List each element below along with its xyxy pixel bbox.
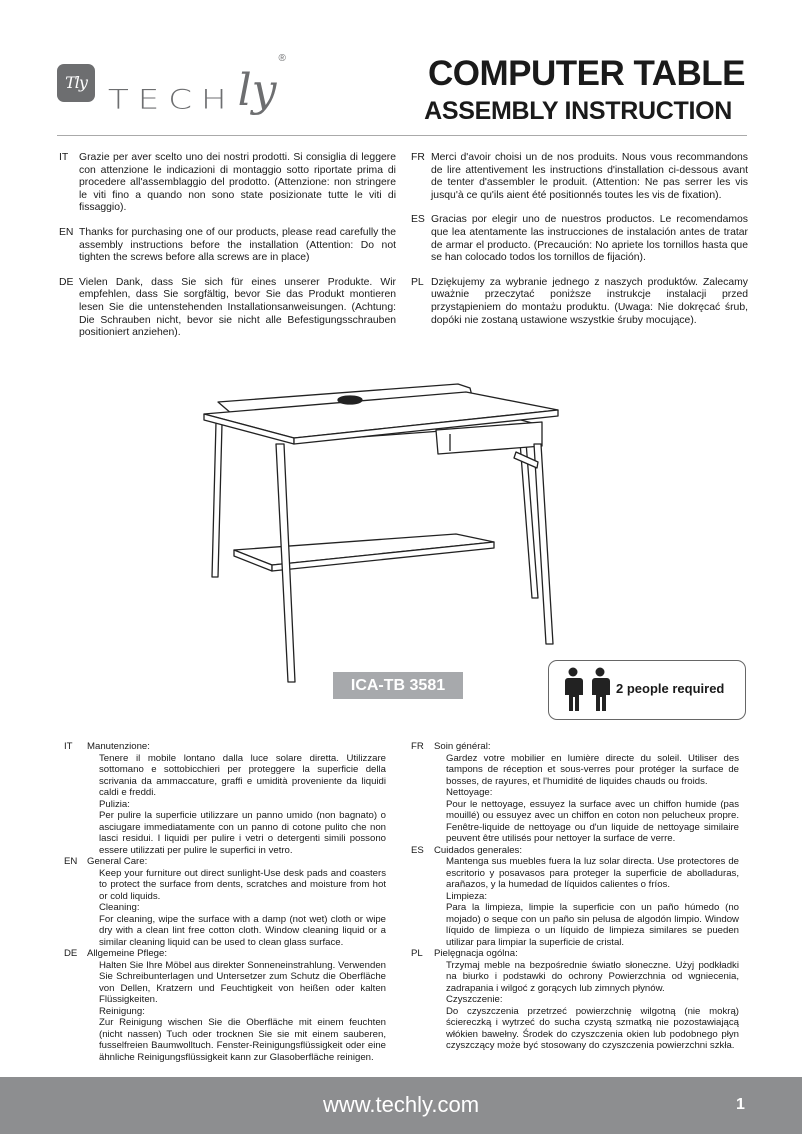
logo-mark-text: Tly — [65, 73, 87, 92]
intro-text: Merci d'avoir choisi un de nos produits. Nous vous recommandons de lire attentivement les instructions d'installation ci-dessous avant de tenter d'assembler le produit. (Attention: Ne pas serrer les vis jusqu'à ce qu'ils aient été positionnés toutes les vis de fixation). — [431, 152, 748, 201]
logo-wordmark — [108, 53, 286, 116]
intro-left-column — [59, 152, 396, 352]
care-paragraph: Pour le nettoyage, essuyez la surface avec un chiffon humide (pas mouillé) ou essuyez avec un chiffon en coton non pelucheux propre. Fenêtre-liquide de nettoyage ou d'un liquide de nettoyage similaire peuvent être utilisés pour nettoyer la surface de verre. — [446, 798, 739, 844]
care-paragraph: Keep your furniture out direct sunlight-Use desk pads and coasters to protect the surface from dents, scratches and moisture from hot or cold liquids. — [99, 867, 386, 902]
care-subheading: Pulizia: — [99, 798, 130, 810]
care-paragraph: Zur Reinigung wischen Sie die Oberfläche mit einem feuchten (nicht nassen) Tuch oder trocknen Sie sie mit einem sauberen, fusselfreien Baumwolltuch. Fenster-Reinigungsflüssigkeit oder eine ähnliche Reinigungsflüssigkeit kann zur Glasoberfläche reinigen. — [99, 1017, 386, 1063]
care-title: Soin général: — [434, 741, 491, 752]
care-block — [64, 856, 386, 948]
intro-text: Dziękujemy za wybranie jednego z naszych produktów. Zalecamy uważnie przeczytać poniższe instrukcje instalacji przed przystąpieniem do montażu produktu. (Uwaga: Nie dokręcać śrub, dopóki nie zostaną ustawione wszystkie śruby mocujące). — [431, 276, 748, 326]
language-code: ES — [411, 844, 424, 856]
care-subheading: Reinigung: — [99, 1005, 145, 1017]
language-code: EN — [59, 226, 74, 238]
website-link[interactable]: www.techly.com — [322, 1092, 480, 1117]
care-subheading: Czyszczenie: — [446, 994, 503, 1005]
care-paragraph: Tenere il mobile lontano dalla luce solare diretta. Utilizzare sottomano e sottobicchieri per proteggere la superficie della scrivania da ammaccature, graffi e umidità proveniente da liquidi caldi e freddi. — [99, 752, 386, 798]
care-paragraph: For cleaning, wipe the surface with a damp (not wet) cloth or wipe dry with a clean lint free cotton cloth. Window cleaning liquid or a similar cleaning liquid can be used to clean glass surface. — [99, 913, 386, 948]
care-subheading: Nettoyage: — [446, 787, 493, 798]
care-right-column — [411, 741, 739, 1052]
intro-text: Gracias por elegir uno de nuestros productos. Le recomendamos que lea atentamente las instrucciones de instalación antes de tratar de armar el producto. (Precaución: No apriete los tornillos hasta que se han colocado todos los tornillos de fijación). — [431, 214, 748, 264]
header-divider — [57, 135, 747, 136]
logo-mark — [57, 64, 95, 102]
care-title: Manutenzione: — [87, 741, 150, 752]
language-code: EN — [64, 856, 78, 867]
care-block — [411, 948, 739, 1052]
intro-entry — [59, 152, 396, 215]
intro-text: Vielen Dank, dass Sie sich für eines unserer Produkte. Wir empfehlen, dass Sie sorgfältig, bevor Sie das Produkt montieren lesen Sie die untenstehenden Installationsanweisungen. (Achtung: Die Schrauben nicht, bevor sie nicht alle Befestigungsschrauben positioniert anziehen). — [79, 276, 396, 339]
page-title: COMPUTER TABLE — [427, 54, 745, 93]
care-block — [411, 845, 739, 949]
registered-mark: ® — [278, 53, 286, 64]
language-code: DE — [59, 276, 74, 288]
care-subheading: Limpieza: — [446, 890, 488, 902]
language-code: DE — [64, 948, 78, 959]
logo-word-script: ly — [237, 65, 277, 116]
care-subheading: Cleaning: — [99, 902, 140, 913]
care-paragraph: Gardez votre mobilier en lumière directe du soleil. Utiliser des tampons de réception et sous-verres pour protéger la surface de bosses, de rayures, et l'humidité de liquides chauds ou froids. — [446, 752, 739, 787]
intro-right-column — [411, 152, 748, 327]
language-code: PL — [411, 276, 424, 288]
language-code: FR — [411, 152, 425, 163]
care-paragraph: Para la limpieza, limpie la superficie con un paño húmedo (no mojado) o seque con un paño sin pelusa de algodón limpio. Window líquido de limpieza o un líquido de limpieza similares se pueden utilizar para limpiar la superficie de cristal. — [446, 902, 739, 948]
care-paragraph: Mantenga sus muebles fuera la luz solar directa. Use protectores de escritorio y posavasos para proteger la superficie de abolladuras, arañazos, y la humedad de líquidos calientes o fríos. — [446, 856, 739, 890]
care-paragraph: Per pulire la superficie utilizzare un panno umido (non bagnato) o asciugare immediatamente con un panno di cotone pulito che non lasci residui. I liquidi per pulire i vetri o detergenti simili possono essere utilizzati per pulire le superfici in vetro. — [99, 810, 386, 856]
two-people-icon — [561, 667, 613, 713]
intro-entry — [411, 152, 748, 202]
language-code: FR — [411, 741, 424, 752]
care-block — [411, 741, 739, 845]
model-number-badge: ICA-TB 3581 — [333, 672, 463, 699]
intro-text: Thanks for purchasing one of our products, please read carefully the assembly instructions before the installation (Attention: Do not tighten the screws before alla screws are in place) — [79, 226, 396, 264]
page-number: 1 — [736, 1096, 745, 1113]
intro-text: Grazie per aver scelto uno dei nostri prodotti. Si consiglia di leggere con attenzione le indicazioni di montaggio sotto riportate prima di procedere all'assemblaggio del prodotto. (Attenzione: non stringere le viti fino a quando non sono state posizionate tutte le viti di fissaggio). — [79, 152, 396, 214]
language-code: IT — [64, 741, 73, 752]
care-title: Pielęgnacja ogólna: — [434, 948, 518, 959]
logo-word-main: TECH — [108, 84, 236, 116]
care-title: Cuidados generales: — [434, 844, 523, 856]
intro-entry — [411, 214, 748, 264]
intro-entry — [59, 227, 396, 265]
care-paragraph: Do czyszczenia przetrzeć powierzchnię wilgotną (nie mokrą) ściereczką i wytrzeć do sucha czystą szmatką nie pozostawiającą włókien bawełny. Środek do czyszczenia okien lub podobnego płyn czyszczący może być stosowany do czyszczenia powierzchni szkła. — [446, 1005, 739, 1051]
people-required-label: 2 people required — [616, 681, 725, 696]
care-block — [64, 948, 386, 1063]
page-subtitle: ASSEMBLY INSTRUCTION — [424, 97, 732, 125]
language-code: ES — [411, 214, 425, 226]
desk-illustration — [198, 362, 570, 692]
care-paragraph: Halten Sie Ihre Möbel aus direkter Sonneneinstrahlung. Verwenden Sie Schreibunterlagen und Untersetzer zum Schutz die Oberfläche von Dellen, Kratzern und Feuchtigkeit von heißen oder kalten Flüssigkeiten. — [99, 959, 386, 1005]
intro-entry — [411, 277, 748, 327]
language-code: IT — [59, 152, 69, 163]
care-title: General Care: — [87, 856, 148, 867]
language-code: PL — [411, 948, 423, 959]
care-left-column — [64, 741, 386, 1063]
care-paragraph: Trzymaj meble na bezpośrednie światło słoneczne. Użyj podkładki na biurko i podstawki do ochrony Powierzchnia od wgniecenia, zadrapania i wilgoć z gorących lub zimnych płynów. — [446, 959, 739, 994]
care-block — [64, 741, 386, 856]
intro-entry — [59, 277, 396, 340]
care-title: Allgemeine Pflege: — [87, 948, 167, 959]
